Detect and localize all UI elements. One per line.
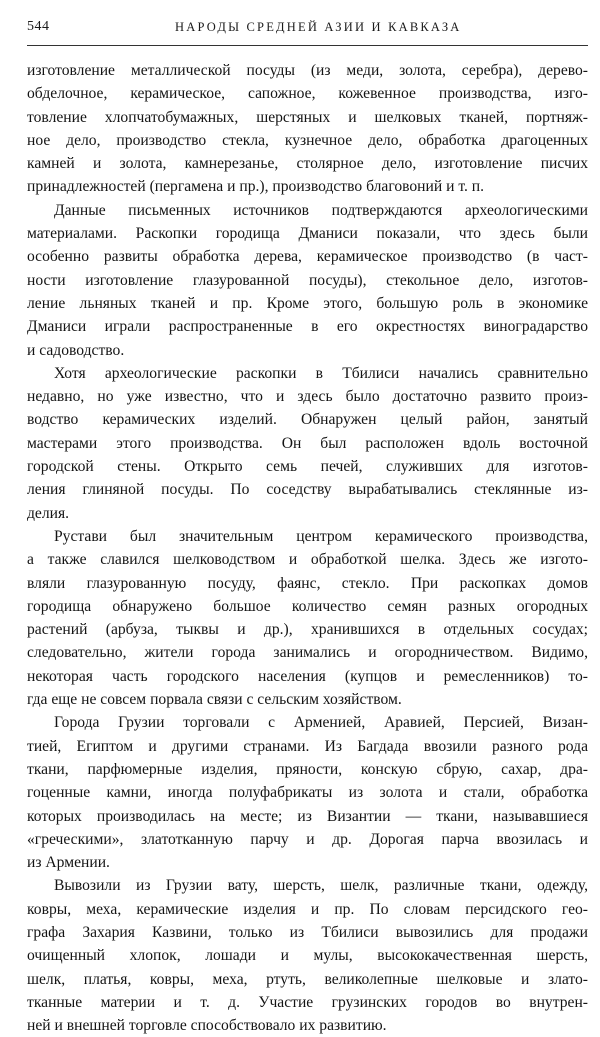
text-line: вляли глазурованную посуду, фаянс, стекло. При раскопках домов: [27, 574, 588, 592]
text-line: следовательно, жители города занимались и огородничеством. Видимо,: [27, 644, 588, 662]
text-line: товление хлопчатобумажных, шерстяных и шелковых тканей, портняж-: [27, 108, 588, 126]
text-line: водство керамических изделий. Обнаружен целый район, занятый: [27, 411, 588, 429]
text-line: материалами. Раскопки городища Дманиси показали, что здесь были: [27, 225, 588, 243]
paragraph: [27, 199, 588, 362]
text-line: ления глиняной посуды. По соседству вырабатывались стеклянные из-: [27, 481, 588, 499]
text-line: изготовление металлической посуды (из меди, золота, серебра), дерево-: [27, 62, 588, 79]
text-line: Города Грузии торговали с Арменией, Аравией, Персией, Визан-: [54, 714, 588, 732]
text-line: принадлежностей (пергамена и пр.), производство благовоний и т. п.: [27, 178, 485, 196]
paragraph: [27, 874, 588, 1037]
text-line: Хотя археологические раскопки в Тбилиси начались сравнительно: [54, 364, 588, 382]
text-line: городской стены. Открыто семь печей, служивших для изготов-: [27, 458, 588, 476]
text-line: камней и золота, камнерезанье, столярное дело, изготовление писчих: [27, 155, 588, 173]
text-line: Данные письменных источников подтверждаются археологическими: [54, 201, 588, 219]
text-line: ление льняных тканей и пр. Кроме этого, большую роль в экономике: [27, 294, 588, 312]
text-line: ности изготовление глазурованной посуды), стекольное дело, изготов-: [27, 271, 588, 289]
text-line: растений (арбуза, тыквы и др.), хранившихся в отдельных сосудах;: [27, 621, 588, 639]
text-line: Рустави был значительным центром керамического производства,: [54, 527, 588, 545]
text-line: городища обнаружено большое количество семян разных огородных: [27, 597, 588, 615]
text-line: гда еще не совсем порвала связи с сельским хозяйством.: [27, 691, 402, 709]
text-line: и садоводство.: [27, 341, 125, 359]
text-line: шелк, платья, ковры, меха, ртуть, великолепные шелковые и злато-: [27, 970, 588, 988]
text-line: ткани, парфюмерные изделия, пряности, конскую сбрую, сахар, дра-: [27, 760, 588, 778]
paragraph: [27, 59, 588, 199]
text-line: некоторая часть городского населения (купцов и ремесленников) то-: [27, 667, 588, 685]
text-line: Дманиси играли распространенные в его окрестностях виноградарство: [27, 318, 588, 336]
page-header: [27, 16, 587, 40]
paragraph: [27, 362, 588, 525]
text-line: «греческими», златотканную парчу и др. Дорогая парча ввозилась и: [27, 830, 588, 848]
text-line: тканные материи и т. д. Участие грузинских городов во внутрен-: [27, 993, 588, 1011]
text-line: гоценные камни, иногда полуфабрикаты из золота и стали, обработка: [27, 784, 588, 802]
text-line: обделочное, керамическое, сапожное, кожевенное производства, изго-: [27, 85, 588, 103]
text-line: графа Захария Казвини, только из Тбилиси вывозились для продажи: [27, 923, 588, 941]
text-line: а также славился шелководством и обработкой шелка. Здесь же изгото-: [27, 551, 588, 569]
text-line: очищенный хлопок, лошади и мулы, высококачественная шерсть,: [27, 947, 588, 965]
paragraph: [27, 525, 588, 711]
text-line: ное дело, производство стекла, кузнечное дело, обработка драгоценных: [27, 131, 588, 149]
text-line: мастерами этого производства. Он был расположен вдоль восточной: [27, 434, 588, 452]
text-line: Вывозили из Грузии вату, шерсть, шелк, различные ткани, одежду,: [54, 877, 588, 895]
paragraph: [27, 711, 588, 874]
text-line: которых производилась на месте; из Византии — ткани, называвшиеся: [27, 807, 588, 825]
text-line: недавно, но уже известно, что и здесь было достаточно развито произ-: [27, 388, 588, 406]
header-rule: [27, 45, 588, 46]
text-line: ней и внешней торговле способствовало их развитию.: [27, 1017, 387, 1035]
text-line: ковры, меха, керамические изделия и пр. По словам персидского гео-: [27, 900, 588, 918]
page-number: 544: [27, 19, 50, 34]
text-line: особенно развиты обработка дерева, керамическое производство (в част-: [27, 248, 588, 266]
text-line: делия.: [27, 504, 70, 522]
body-text: [27, 59, 588, 1037]
text-line: из Армении.: [27, 854, 110, 872]
text-line: тией, Египтом и другими странами. Из Багдада ввозили разного рода: [27, 737, 588, 755]
running-title: НАРОДЫ СРЕДНЕЙ АЗИИ И КАВКАЗА: [175, 20, 462, 34]
